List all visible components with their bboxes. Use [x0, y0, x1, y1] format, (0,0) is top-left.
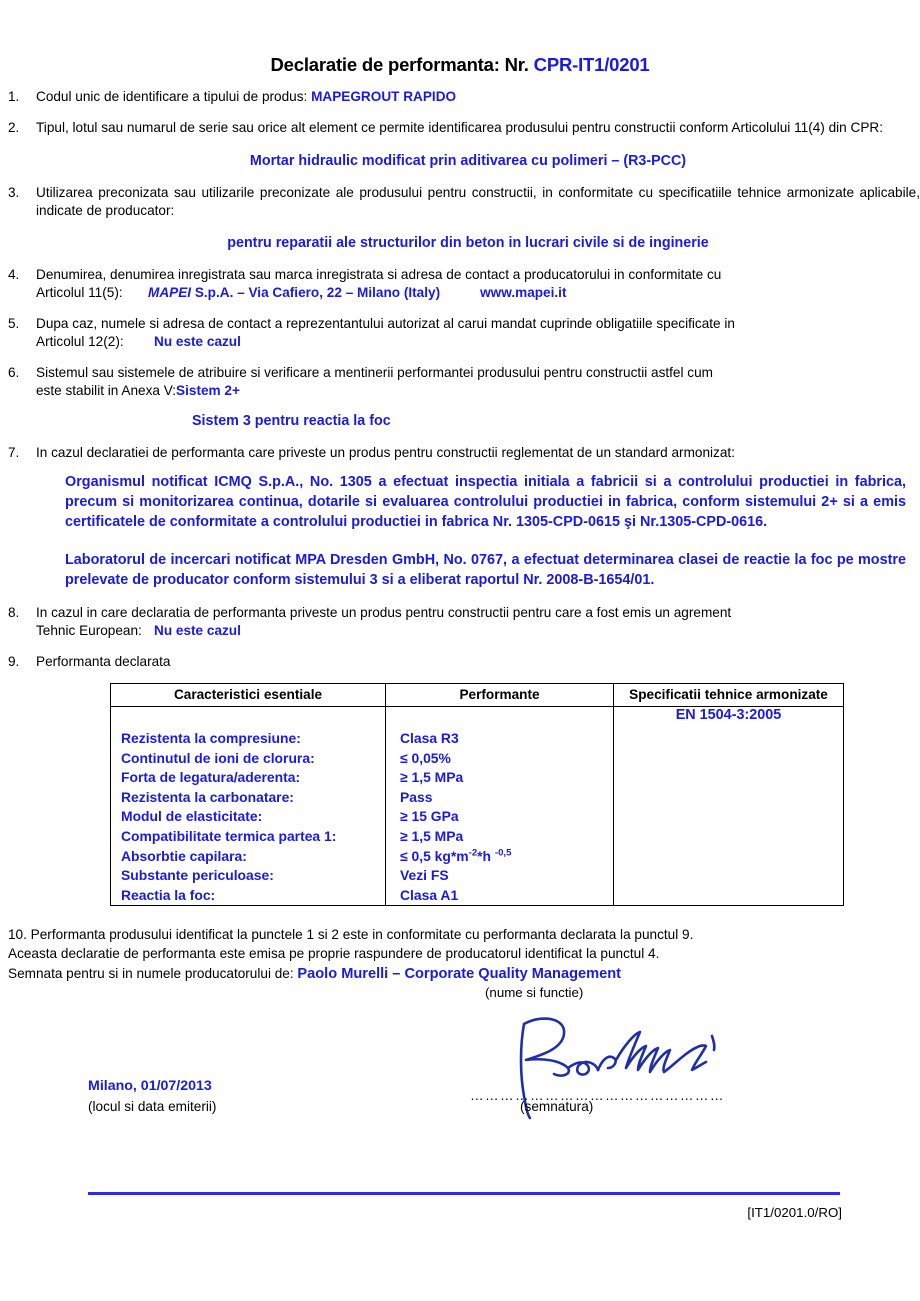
declaration-items-list — [0, 88, 920, 671]
table-row — [111, 707, 844, 906]
signature-area — [0, 1010, 920, 1126]
list-item-2 — [0, 119, 920, 170]
closing-statement — [0, 926, 920, 984]
item-5-value: Nu este cazul — [154, 333, 241, 349]
list-item-5 — [0, 315, 920, 351]
item-4-marker: 4. — [8, 266, 20, 282]
capillary-value: ≤ 0,5 kg*m — [400, 847, 469, 864]
performance-item: ≥ 1,5 MPa — [400, 769, 464, 786]
item-6-detail-line — [36, 382, 920, 400]
performance-item: ≤ 0,05% — [400, 749, 451, 766]
item-1-value: MAPEGROUT RAPIDO — [311, 89, 457, 105]
signature-dotted-line: …………………………………………… — [470, 1088, 725, 1104]
characteristic-item: Compatibilitate termica partea 1: — [121, 828, 337, 845]
name-and-function-caption: (nume si functie) — [485, 985, 584, 1001]
signer-name-and-role: Paolo Murelli – Corporate Quality Management — [297, 965, 621, 982]
item-6-value: Sistem 2+ — [176, 383, 240, 399]
list-item-3 — [0, 184, 920, 253]
list-item-7 — [0, 444, 920, 591]
list-item-8 — [0, 604, 920, 640]
item-2-value: Mortar hidraulic modificat prin aditivarea cu polimeri – (R3-PCC) — [249, 152, 687, 169]
list-item-6 — [0, 364, 920, 431]
item-7-marker: 7. — [8, 445, 20, 461]
item-3-text: Utilizarea preconizata sau utilizarile preconizate ale produsului pentru constructii, in conformitate cu specificatiile tehnice armonizate aplicabile, indicate de producator: — [36, 184, 920, 218]
item-4-article-label: Articolul 11(5): — [36, 284, 123, 300]
list-item-1 — [0, 88, 920, 106]
table-header-specifications: Specificatii tehnice armonizate — [614, 684, 844, 707]
item-9-marker: 9. — [8, 654, 20, 670]
item-8-text: In cazul in care declaratia de performanta priveste un produs pentru constructii pentru care a fost emis un agrement — [36, 604, 732, 620]
fire-lab-paragraph: Laboratorul de incercari notificat MPA Dresden GmbH, No. 0767, a efectuat determinarea clasei de reactie la foc pe mostre prelevate de producator conform sistemului 3 si a eliberat raportul Nr. 2008-B-1654/01. — [65, 552, 906, 589]
characteristic-item: Absorbtie capilara: — [121, 847, 247, 864]
closing-line-1: 10. Performanta produsului identificat la punctele 1 si 2 este in conformitate cu performanta declarata la punctul 9. — [8, 927, 694, 943]
item-5-article-label: Articolul 12(2): — [36, 333, 124, 349]
characteristic-item: Reactia la foc: — [121, 886, 216, 903]
characteristic-item: Forta de legatura/aderenta: — [121, 769, 301, 786]
table-header-characteristics: Caracteristici esentiale — [111, 684, 386, 707]
declared-performance-table — [110, 683, 844, 906]
item-3-marker: 3. — [8, 184, 20, 200]
characteristic-item: Modul de elasticitate: — [121, 808, 263, 825]
footer-divider — [88, 1192, 840, 1195]
item-6-text: Sistemul sau sistemele de atribuire si verificare a mentinerii performantei produsului pentru constructii astfel cum — [36, 364, 713, 380]
notified-body-paragraph: Organismul notificat ICMQ S.p.A., No. 1305 a efectuat inspectia initiala a fabricii si a controlului productiei in fabrica, precum si monitorizarea continua, dotarile si evaluarea controlului productiei in fabrica, conform sistemului 2+ si a emis certificatele de conformitate a controlului productiei in fabrica Nr. 1305-CPD-0615 şi Nr.1305-CPD-0616. — [65, 474, 906, 530]
list-item-9 — [0, 653, 920, 671]
item-5-marker: 5. — [8, 315, 20, 331]
signed-by-label: Semnata pentru si in numele producatorului de: — [8, 965, 298, 981]
item-4-detail-line — [36, 284, 920, 302]
item-1-marker: 1. — [8, 89, 20, 105]
performance-item: ≥ 15 GPa — [400, 808, 459, 825]
performance-item: Clasa A1 — [400, 886, 459, 903]
performance-item: Pass — [400, 788, 433, 805]
closing-line-3 — [8, 964, 920, 984]
item-4-text: Denumirea, denumirea inregistrata sau marca inregistrata si adresa de contact a producatorului in conformitate cu — [36, 266, 722, 282]
performances-cell — [386, 707, 614, 906]
item-2-text: Tipul, lotul sau numarul de serie sau orice alt element ce permite identificarea produsului pentru constructii conform Articolului 11(4) din CPR: — [36, 120, 883, 136]
item-8-marker: 8. — [8, 604, 20, 620]
performance-item: Clasa R3 — [400, 730, 459, 747]
list-item-4 — [0, 266, 920, 302]
specification-cell — [614, 707, 844, 906]
performance-item-capillary — [396, 847, 613, 867]
item-8-value: Nu este cazul — [154, 622, 241, 638]
item-6-marker: 6. — [8, 364, 20, 380]
characteristics-list — [111, 707, 385, 905]
signature-caption: (semnatura) — [520, 1099, 594, 1115]
declared-performance-table-wrapper — [110, 683, 843, 906]
item-8-eta-label: Tehnic European: — [36, 622, 142, 638]
performances-list — [386, 707, 613, 905]
company-name: MAPEI — [148, 284, 192, 300]
document-reference-code: [IT1/0201.0/RO] — [747, 1205, 842, 1220]
item-7-text: In cazul declaratiei de performanta care priveste un produs pentru constructii reglementat de un standard armonizat: — [36, 445, 735, 461]
item-3-value: pentru reparatii ale structurilor din beton in lucrari civile si de inginerie — [227, 234, 709, 251]
page-title-number: CPR-IT1/0201 — [533, 54, 650, 75]
capillary-mid: *h — [477, 847, 495, 864]
capillary-exp-2: -0,5 — [494, 847, 512, 859]
item-5-text: Dupa caz, numele si adresa de contact a reprezentantului autorizat al carui mandat cuprinde obligatiile specificate in — [36, 315, 735, 331]
item-1-text: Codul unic de identificare a tipului de produs: — [36, 89, 312, 105]
item-6-annex-label: este stabilit in Anexa V: — [36, 383, 177, 399]
page-title-label: Declaratie de performanta: Nr. — [270, 54, 534, 75]
characteristic-item: Substante periculoase: — [121, 867, 274, 884]
company-website-link[interactable]: www.mapei.it — [480, 284, 567, 300]
specification-standard: EN 1504-3:2005 — [675, 707, 782, 724]
place-and-date-caption: (locul si data emiterii) — [88, 1099, 217, 1115]
performance-item: ≥ 1,5 MPa — [400, 828, 464, 845]
capillary-exp-1: -2 — [468, 847, 478, 859]
item-9-text: Performanta declarata — [36, 654, 171, 670]
characteristics-cell — [111, 707, 386, 906]
item-2-marker: 2. — [8, 120, 20, 136]
table-header-performances: Performante — [386, 684, 614, 707]
page-title — [0, 0, 920, 75]
item-6-extra-value: Sistem 3 pentru reactia la foc — [192, 413, 391, 430]
closing-line-2: Aceasta declaratie de performanta este emisa pe proprie raspundere de producatorul identificat la punctul 4. — [8, 946, 660, 962]
characteristic-item: Rezistenta la compresiune: — [121, 730, 301, 747]
company-address: S.p.A. – Via Cafiero, 22 – Milano (Italy) — [191, 284, 441, 300]
item-5-detail-line — [36, 333, 920, 351]
performance-item: Vezi FS — [400, 867, 449, 884]
characteristic-item: Continutul de ioni de clorura: — [121, 749, 315, 766]
characteristic-item: Rezistenta la carbonatare: — [121, 788, 294, 805]
table-header-row — [111, 684, 844, 707]
item-8-detail-line — [36, 622, 920, 640]
place-and-date: Milano, 01/07/2013 — [88, 1078, 212, 1095]
